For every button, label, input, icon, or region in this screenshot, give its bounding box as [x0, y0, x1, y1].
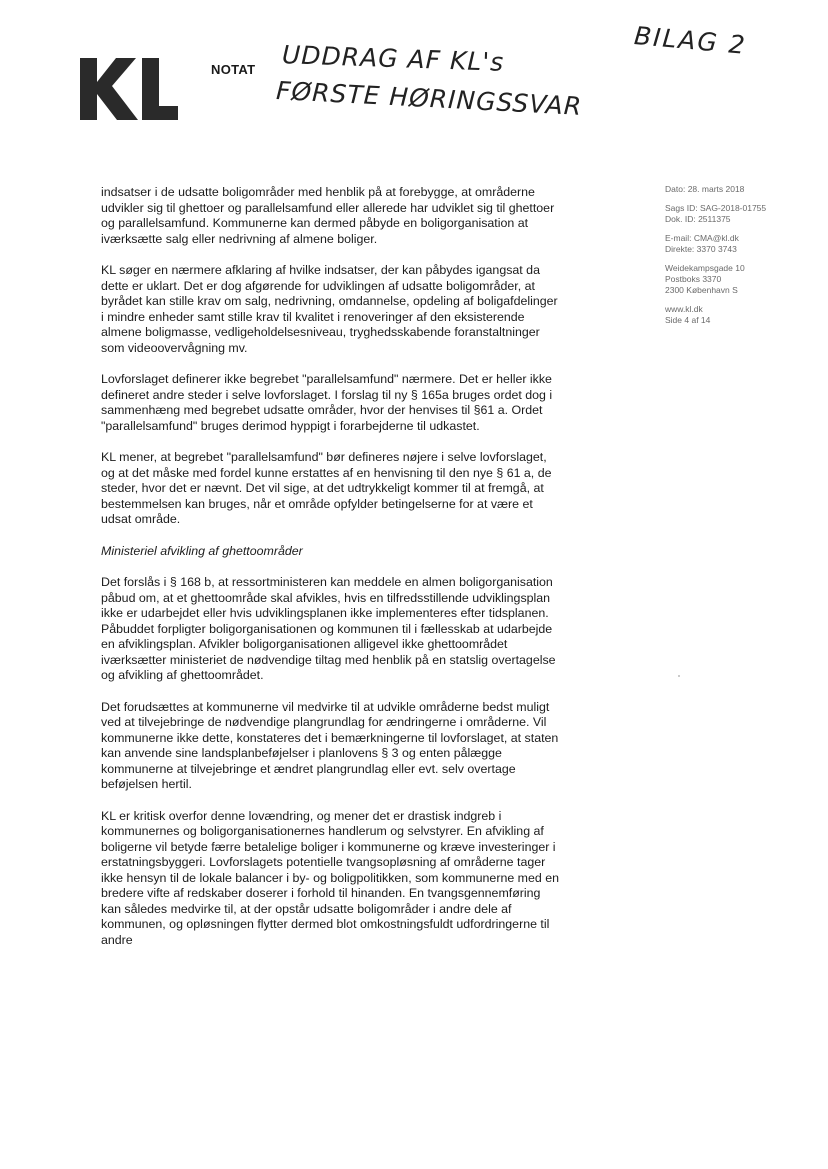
- body-paragraph: KL er kritisk overfor denne lovændring, og mener det er drastisk indgreb i kommunernes og boligorganisationernes handlerum og selvstyrer. En afvikling af boligerne vil betyde færre betalelige boliger i kommunerne og kræve investeringer i erstatningsbyggeri. Lovforslagets potentielle tvangsopløsning af områderne tager ikke hensyn til de lokale balancer i by- og boligpolitikken, som kommunerne med en bredere vifte af redskaber doserer i forhold til hinanden. En tvangsgennemføring kan således medvirke til, at der opstår udsatte boligområder i andre dele af kommunen, og opløsningen flytter dermed blot omkostningsfuldt udfordringerne til andre: [101, 808, 560, 947]
- kl-logo: [80, 58, 178, 120]
- meta-dok-id-label: Dok. ID:: [665, 214, 696, 224]
- meta-address-group: [665, 263, 815, 296]
- meta-sags-id-label: Sags ID:: [665, 203, 698, 213]
- body-paragraph: KL søger en nærmere afklaring af hvilke indsatser, der kan påbydes igangsat da dette er uklart. Det er dog afgørende for udviklingen af udsatte boligområder, at byrådet kan stille krav om salg, nedrivning, omdannelse, opdeling af boligafdelinger i mindre enheder samt stille krav til kvalitet i renoveringer af den eksisterende almene boligmasse, vedligeholdelsesniveau, tryghedsskabende foranstaltninger som videoovervågning mv.: [101, 263, 558, 355]
- handwritten-annex-label: BILAG 2: [632, 21, 748, 60]
- meta-dok-id-row: [665, 214, 815, 225]
- meta-ids-group: [665, 203, 815, 225]
- scan-speck: [678, 675, 680, 677]
- meta-dok-id-value: 2511375: [698, 214, 731, 224]
- meta-date-row: [665, 184, 815, 195]
- meta-web-group: [665, 304, 815, 326]
- section-subheading: Ministeriel afvikling af ghettoområder: [101, 543, 303, 558]
- body-paragraph: indsatser i de udsatte boligområder med henblik på at forebygge, at områderne udvikler sig til ghettoer og parallelsamfund eller allerede har udviklet sig til ghettoer og parallelsamfund. Kommunerne kan dermed påbyde en boligorganisation at iværksætte salg eller nedrivning af almene boliger.: [101, 185, 555, 246]
- meta-date-label: Dato:: [665, 184, 686, 194]
- meta-direct-phone-label: Direkte:: [665, 244, 695, 254]
- document-type-label: NOTAT: [211, 62, 256, 77]
- meta-address-line3: 2300 København S: [665, 285, 738, 295]
- meta-direct-phone-value: 3370 3743: [696, 244, 737, 254]
- meta-contact-group: [665, 233, 815, 255]
- meta-address-line2: Postboks 3370: [665, 274, 722, 284]
- handwritten-title-line1: UDDRAG AF KL's: [281, 40, 505, 77]
- meta-email-row: [665, 233, 815, 244]
- meta-date-group: [665, 184, 815, 195]
- meta-website: www.kl.dk: [665, 304, 703, 314]
- meta-date-value: 28. marts 2018: [687, 184, 745, 194]
- meta-address-line1: Weidekampsgade 10: [665, 263, 745, 273]
- meta-page-info: Side 4 af 14: [665, 315, 711, 325]
- document-body: [101, 185, 563, 964]
- meta-sags-id-row: [665, 203, 815, 214]
- meta-email-label: E-mail:: [665, 233, 692, 243]
- body-paragraph: Lovforslaget definerer ikke begrebet "parallelsamfund" nærmere. Det er heller ikke defineret andre steder i selve lovforslaget. I forslag til ny § 165a bruges ordet dog i sammenhæng med begrebet udsatte områder, hvor der henvises til §61 a. Ordet "parallelsamfund" bruges derimod hyppigt i forarbejderne til udkastet.: [101, 372, 553, 433]
- handwritten-title-line2: FØRSTE HØRINGSSVAR: [275, 76, 583, 121]
- body-paragraph: Det forudsættes at kommunerne vil medvirke til at udvikle områderne bedst muligt ved at tilvejebringe de nødvendige plangrundlag for ændringerne i områderne. Vil kommunerne ikke dette, konstateres det i bemærkningerne til lovforslaget, at staten kan anvende sine landsplanbeføjelser i planlovens § 3 og enten pålægge kommunerne at tilvejebringe et ændret plangrundlag eller evt. selv overtage beføjelsen hertil.: [101, 699, 559, 791]
- body-paragraph: KL mener, at begrebet "parallelsamfund" bør defineres nøjere i selve lovforslaget, og at det måske med fordel kunne erstattes af en henvisning til den nye § 61 a, de steder, hvor det er nævnt. Det vil sige, at det udtrykkeligt kommer til at fremgå, at bestemmelsen kan bruges, når et område opfylder betingelserne for at være et udsat område.: [101, 450, 552, 526]
- meta-email-value: CMA@kl.dk: [693, 233, 739, 243]
- meta-sags-id-value: SAG-2018-01755: [699, 203, 767, 213]
- meta-direct-phone-row: [665, 244, 815, 255]
- document-meta-sidebar: [665, 184, 815, 334]
- body-paragraph: Det forslås i § 168 b, at ressortministeren kan meddele en almen boligorganisation påbud om, at et ghettoområde skal afvikles, hvis en tilfredsstillende udviklingsplan ikke er udarbejdet eller hvis udviklingsplanen ikke implementeres efter tidsplanen. Påbuddet forpligter boligorganisationen og kommunen til i fællesskab at udarbejde en afviklingsplan. Afvikler boligorganisationen alligevel ikke ghettoområdet iværksætter ministeriet de nødvendige tiltag med henblik på en statslig overtagelse og afvikling af ghettoområdet.: [101, 575, 556, 682]
